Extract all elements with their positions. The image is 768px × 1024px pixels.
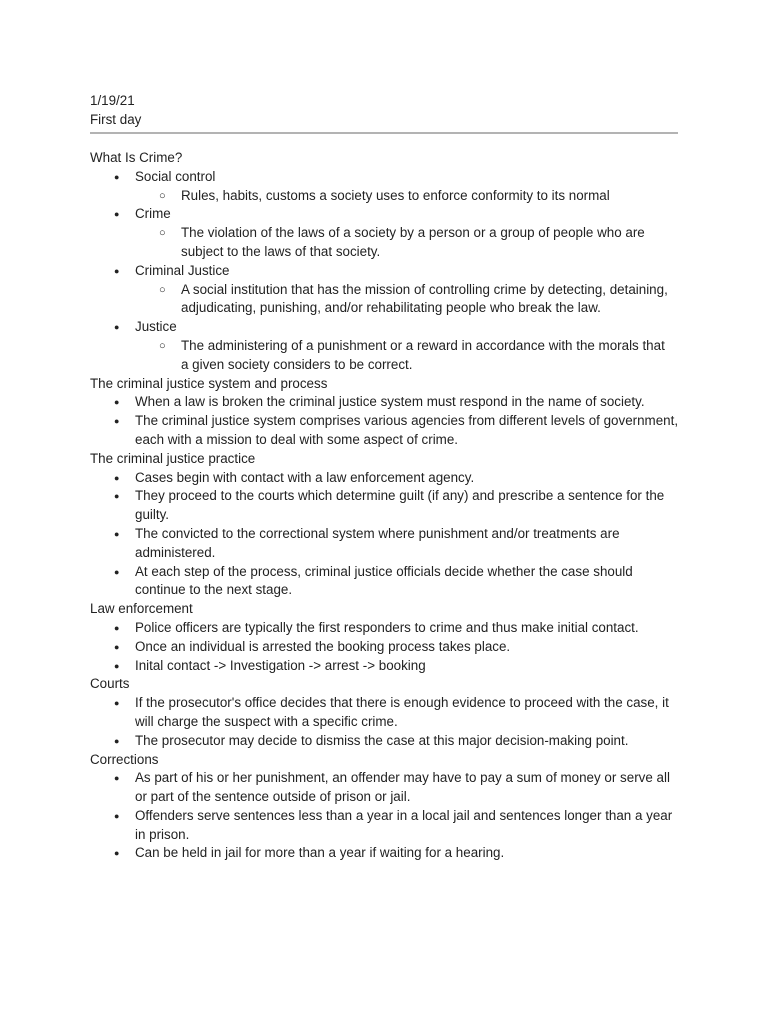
filled-bullet-icon: ●: [114, 528, 120, 539]
filled-bullet-icon: ●: [114, 622, 120, 633]
filled-bullet-icon: ●: [114, 171, 120, 182]
hollow-bullet-icon: ○: [159, 339, 166, 352]
list-item-text: Police officers are typically the first responders to crime and thus make initial contact.: [135, 619, 639, 635]
filled-bullet-icon: ●: [114, 397, 120, 408]
list-item: [90, 732, 690, 751]
list-item-text: Crime: [135, 206, 171, 222]
list-item: [90, 844, 690, 863]
list-item: [90, 807, 690, 845]
hollow-bullet-icon: ○: [159, 283, 166, 296]
filled-bullet-icon: ●: [114, 735, 120, 746]
list-item-text: As part of his or her punishment, an offender may have to pay a sum of money or serve all or part of the sentence outside of prison or jail.: [135, 770, 670, 805]
sub-list-item-text: Rules, habits, customs a society uses to enforce conformity to its normal: [181, 187, 610, 203]
section: [90, 149, 690, 375]
list-item-text: If the prosecutor's office decides that there is enough evidence to proceed with the case, it will charge the suspect with a specific crime.: [135, 695, 669, 729]
filled-bullet-icon: ●: [114, 416, 120, 427]
list-item-text: The criminal justice system comprises various agencies from different levels of government, each with a mission to deal with some aspect of crime.: [135, 413, 679, 447]
filled-bullet-icon: ●: [114, 660, 120, 671]
note-title: First day: [90, 111, 142, 127]
section: [90, 600, 690, 675]
filled-bullet-icon: ●: [114, 698, 120, 709]
bullet-list: [90, 469, 690, 601]
bullet-list: [90, 168, 690, 375]
filled-bullet-icon: ●: [114, 848, 120, 859]
sub-list-item-text: A social institution that has the mission of controlling crime by detecting, detaining, adjudicating, punishing, and/or rehabilitating people who break the law.: [181, 281, 668, 316]
list-item: [90, 487, 690, 525]
sub-list-item: [90, 187, 690, 206]
list-item: [90, 393, 690, 412]
list-item: [90, 657, 690, 676]
list-item: [90, 525, 690, 563]
list-item: [90, 619, 690, 638]
document-header: [90, 92, 678, 134]
list-item-text: Once an individual is arrested the booking process takes place.: [135, 638, 511, 654]
list-item-text: Social control: [135, 168, 216, 184]
section: [90, 675, 690, 750]
hollow-bullet-icon: ○: [159, 189, 166, 202]
document-body: [90, 149, 690, 863]
filled-bullet-icon: ●: [114, 472, 120, 483]
section-heading: What Is Crime?: [90, 150, 183, 165]
filled-bullet-icon: ●: [114, 641, 120, 652]
list-item: [90, 638, 690, 657]
list-item: [90, 412, 690, 450]
header-divider: [90, 132, 678, 134]
section-heading: Law enforcement: [90, 601, 193, 617]
list-item-text: The convicted to the correctional system where punishment and/or treatments are administered.: [135, 525, 620, 560]
list-item-text: Inital contact -> Investigation -> arrest -> booking: [135, 657, 426, 673]
list-item-text: Can be held in jail for more than a year if waiting for a hearing.: [135, 845, 505, 861]
sub-list-item: [90, 281, 690, 319]
bullet-list: [90, 769, 690, 863]
list-item-text: Offenders serve sentences less than a year in a local jail and sentences longer than a year in prison.: [135, 807, 673, 842]
bullet-list: [90, 619, 690, 675]
list-item: [90, 563, 690, 601]
filled-bullet-icon: ●: [114, 209, 120, 220]
note-date: 1/19/21: [90, 93, 135, 108]
section: [90, 751, 690, 864]
sub-list-item-text: The violation of the laws of a society by a person or a group of people who are subject to the laws of that society.: [181, 225, 645, 259]
section-heading: Courts: [90, 676, 130, 692]
filled-bullet-icon: ●: [114, 265, 120, 276]
list-item-text: They proceed to the courts which determine guilt (if any) and prescribe a sentence for the guilty.: [135, 488, 665, 523]
sub-list-item: [90, 337, 690, 375]
filled-bullet-icon: ●: [114, 322, 120, 333]
sub-list-item-text: The administering of a punishment or a reward in accordance with the morals that a given society considers to be correct.: [181, 337, 665, 372]
filled-bullet-icon: ●: [114, 566, 120, 577]
filled-bullet-icon: ●: [114, 810, 120, 821]
list-item-text: The prosecutor may decide to dismiss the case at this major decision-making point.: [135, 732, 629, 748]
list-item-text: When a law is broken the criminal justice system must respond in the name of society.: [135, 394, 645, 410]
hollow-bullet-icon: ○: [159, 227, 166, 240]
section-heading: Corrections: [90, 751, 159, 767]
list-item: [90, 769, 690, 807]
bullet-list: [90, 393, 690, 449]
list-item: [90, 469, 690, 488]
list-item: [90, 262, 690, 281]
bullet-list: [90, 694, 690, 750]
section: [90, 375, 690, 450]
list-item-text: At each step of the process, criminal justice officials decide whether the case should continue to the next stage.: [135, 563, 633, 598]
list-item-text: Criminal Justice: [135, 262, 230, 278]
section-heading: The criminal justice practice: [90, 450, 256, 466]
section-heading: The criminal justice system and process: [90, 375, 328, 391]
list-item: [90, 694, 690, 732]
list-item: [90, 205, 690, 224]
sub-list-item: [90, 224, 690, 262]
filled-bullet-icon: ●: [114, 773, 120, 784]
filled-bullet-icon: ●: [114, 491, 120, 502]
list-item: [90, 318, 690, 337]
list-item-text: Cases begin with contact with a law enforcement agency.: [135, 469, 475, 485]
list-item: [90, 168, 690, 187]
list-item-text: Justice: [135, 319, 177, 335]
section: [90, 450, 690, 600]
